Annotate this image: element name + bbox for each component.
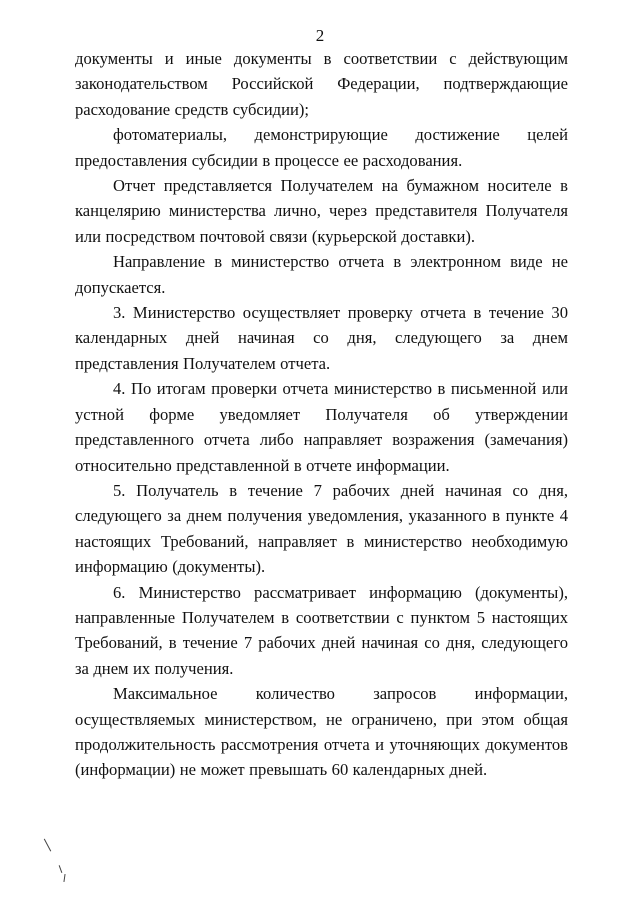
scan-mark: [44, 839, 52, 852]
document-body: [75, 46, 568, 783]
paragraph-item-5: 5. Получатель в течение 7 рабочих дней начиная со дня, следующего за днем получения уведомления, указанного в пункте 4 настоящих Требований, направляет в министерство необходимую информацию (документы).: [75, 480, 568, 577]
paragraph-report-submission: Отчет представляется Получателем на бумажном носителе в канцелярию министерства лично, через представителя Получателя или посредством почтовой связи (курьерской доставки).: [75, 176, 568, 246]
paragraph-electronic-not-allowed: Направление в министерство отчета в электронном виде не допускается.: [75, 252, 568, 297]
scan-mark: [63, 874, 65, 882]
paragraph-documents-list: документы и иные документы в соответствии с действующим законодательством Российской Федерации, подтверждающие расходование средств субсидии);: [75, 49, 568, 119]
scan-mark: [59, 865, 63, 873]
paragraph-max-requests: Максимальное количество запросов информации, осуществляемых министерством, не ограничено, при этом общая продолжительность рассмотрения отчета и уточняющих документов (информации) не может превышать 60 календарных дней.: [75, 684, 568, 780]
paragraph-photo-materials: фотоматериалы, демонстрирующие достижение целей предоставления субсидии в процессе ее расходования.: [75, 125, 568, 170]
page-number: 2: [315, 26, 325, 45]
paragraph-item-3: 3. Министерство осуществляет проверку отчета в течение 30 календарных дней начиная со дня, следующего за днем представления Получателем отчета.: [75, 303, 568, 373]
paragraph-item-4: 4. По итогам проверки отчета министерство в письменной или устной форме уведомляет Получателя об утверждении представленного отчета либо направляет возражения (замечания) относительно представленной в отчете информации.: [75, 379, 568, 475]
paragraph-item-6: 6. Министерство рассматривает информацию (документы), направленные Получателем в соответствии с пунктом 5 настоящих Требований, в течение 7 рабочих дней начиная со дня, следующего за днем их получения.: [75, 582, 568, 678]
